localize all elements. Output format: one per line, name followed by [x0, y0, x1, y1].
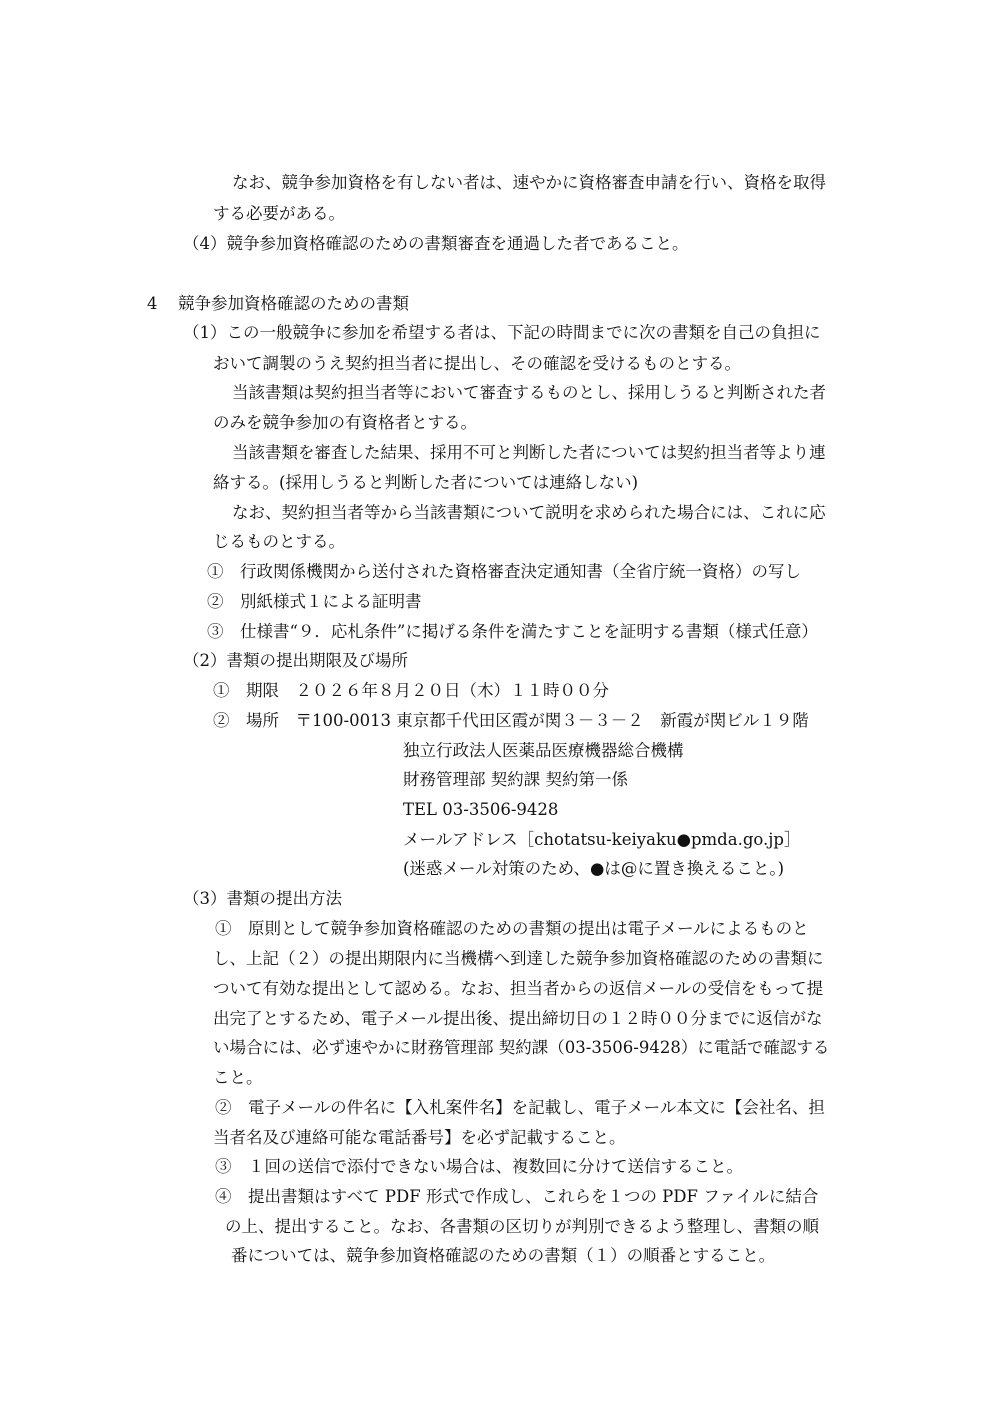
sub3-title: （3）書類の提出方法: [183, 889, 342, 908]
sub3-item1-line-6: こと。: [213, 1068, 263, 1087]
sub1-doc-2: ② 別紙様式１による証明書: [207, 592, 422, 611]
intro-line-2: する必要がある。: [213, 204, 345, 223]
sub3-item1-line-3: ついて有効な提出として認める。なお、担当者からの返信メールの受信をもって提: [213, 979, 824, 998]
sub1-doc-3: ③ 仕様書“９．応札条件”に掲げる条件を満たすことを証明する書類（様式任意）: [207, 622, 818, 641]
address-line-1: 独立行政法人医薬品医療機器総合機構: [403, 741, 684, 760]
address-line-3: TEL 03-3506-9428: [403, 800, 559, 819]
sub2-title: （2）書類の提出期限及び場所: [183, 651, 408, 670]
sub1-line-5: 当該書類を審査した結果、採用不可と判断した者については契約担当者等より連: [232, 443, 826, 462]
sub1-line-2: おいて調製のうえ契約担当者に提出し、その確認を受けるものとする。: [213, 354, 741, 373]
sub3-item4-line-2: の上、提出すること。なお、各書類の区切りが判別できるよう整理し、書類の順: [225, 1217, 819, 1236]
sub3-item3: ③ １回の送信で添付できない場合は、複数回に分けて送信すること。: [215, 1157, 743, 1176]
address-line-5: (迷惑メール対策のため、●は@に置き換えること。): [403, 859, 785, 878]
sub1-line-7: なお、契約担当者等から当該書類について説明を求められた場合には、これに応: [232, 503, 826, 522]
sub1-line-1: （1）この一般競争に参加を希望する者は、下記の時間までに次の書類を自己の負担に: [183, 323, 821, 342]
section-4-title: 競争参加資格確認のための書類: [178, 294, 409, 313]
sub1-line-8: じるものとする。: [213, 532, 345, 551]
sub3-item4-line-3: 番については、競争参加資格確認のための書類（１）の順番とすること。: [231, 1246, 776, 1265]
address-line-2: 財務管理部 契約課 契約第一係: [403, 770, 628, 789]
item-3-4: （4）競争参加資格確認のための書類審査を通過した者であること。: [183, 234, 689, 253]
intro-line-1: なお、競争参加資格を有しない者は、速やかに資格審査申請を行い、資格を取得: [232, 173, 826, 192]
sub3-item1-line-5: い場合には、必ず速やかに財務管理部 契約課（03-3506-9428）に電話で確認する: [213, 1038, 830, 1057]
sub3-item1-line-4: 出完了とするため、電子メール提出後、提出締切日の１２時００分までに返信がな: [213, 1009, 823, 1028]
sub3-item1-line-2: し、上記（２）の提出期限内に当機構へ到達した競争参加資格確認のための書類に: [213, 949, 824, 968]
section-4-number: 4: [147, 294, 158, 313]
sub3-item1-line-1: ① 原則として競争参加資格確認のための書類の提出は電子メールによるものと: [215, 919, 809, 938]
sub3-item2-line-2: 当者名及び連絡可能な電話番号】を必ず記載すること。: [213, 1128, 626, 1147]
sub1-line-6: 絡する。(採用しうると判断した者については連絡しない): [213, 473, 639, 492]
sub3-item2-line-1: ② 電子メールの件名に【入札案件名】を記載し、電子メール本文に【会社名、担: [215, 1098, 825, 1117]
sub1-line-3: 当該書類は契約担当者等において審査するものとし、採用しうると判断された者: [232, 383, 826, 402]
sub2-deadline: ① 期限 ２０２６年８月２０日（木）１１時００分: [213, 681, 609, 700]
sub1-doc-1: ① 行政関係機関から送付された資格審査決定通知書（全省庁統一資格）の写し: [207, 562, 801, 581]
sub2-place: ② 場所 〒100-0013 東京都千代田区霞が関３－３－２ 新霞が関ビル１９階: [213, 711, 809, 730]
sub1-line-4: のみを競争参加の有資格者とする。: [213, 413, 477, 432]
sub3-item4-line-1: ④ 提出書類はすべて PDF 形式で作成し、これらを１つの PDF ファイルに結合: [215, 1187, 819, 1206]
address-line-4: メールアドレス［chotatsu-keiyaku●pmda.go.jp］: [403, 830, 801, 849]
